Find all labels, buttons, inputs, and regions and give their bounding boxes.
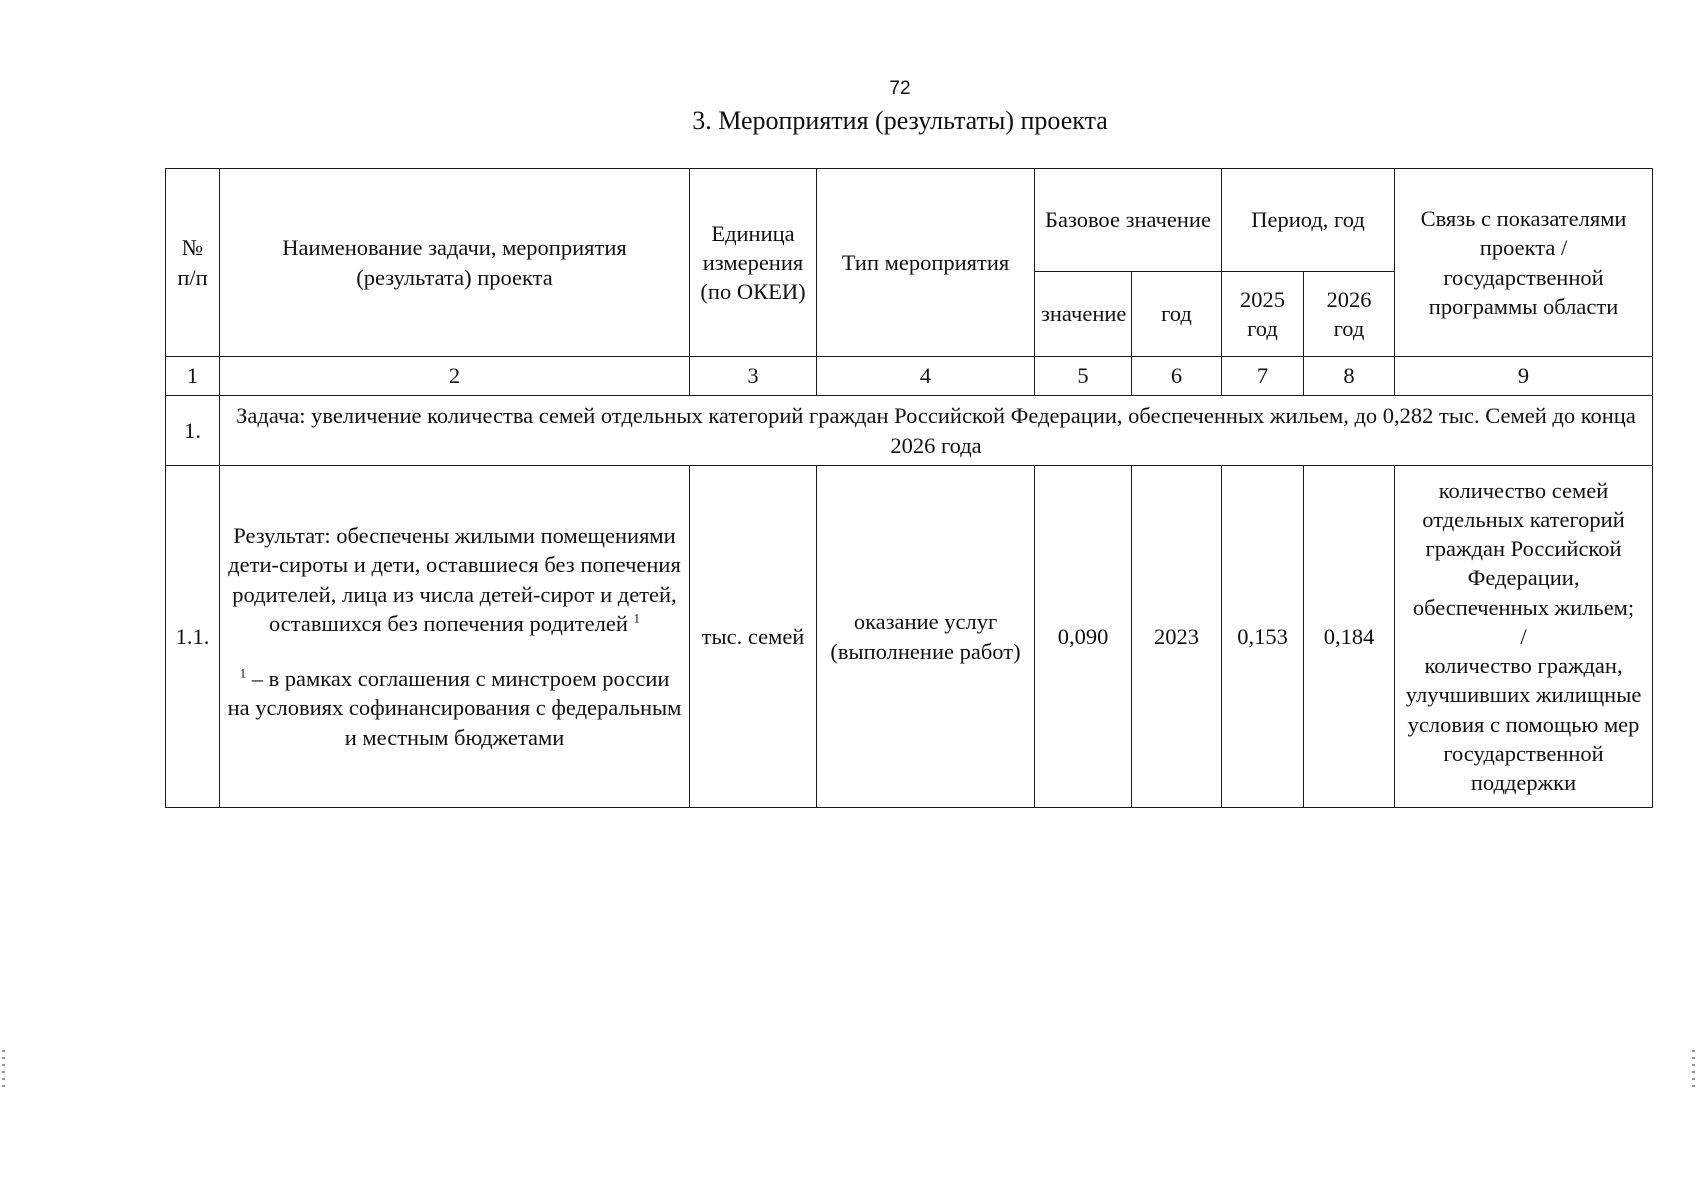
header-col-link: Связь с показателями проекта / государственной программы области xyxy=(1395,169,1653,357)
header-sub-value: значение xyxy=(1035,272,1132,357)
result-name: Результат: обеспечены жилыми помещениями дети-сироты и дети, оставшиеся без попечения родителей, лица из числа детей-сирот и детей, оставшихся без попечения родителей xyxy=(228,523,681,636)
result-type: оказание услуг (выполнение работ) xyxy=(817,466,1035,808)
result-base-year: 2023 xyxy=(1132,466,1222,808)
column-number: 9 xyxy=(1395,357,1653,396)
footnote-marker-ref: 1 xyxy=(239,665,247,681)
footnote-text: – в рамках соглашения с минстроем россии на условиях софинансирования с федеральным и местным бюджетами xyxy=(227,666,682,750)
header-group-period: Период, год xyxy=(1222,169,1395,272)
scan-edge-mark-right xyxy=(1692,1050,1695,1090)
result-link-separator: / xyxy=(1520,623,1527,649)
column-number: 4 xyxy=(817,357,1035,396)
header-sub-2025: 2025 год xyxy=(1222,272,1304,357)
header-group-base: Базовое значение xyxy=(1035,169,1222,272)
result-value-2025: 0,153 xyxy=(1222,466,1304,808)
header-sub-year: год xyxy=(1132,272,1222,357)
task-text: Задача: увеличение количества семей отдельных категорий граждан Российской Федерации, обеспеченных жильем, до 0,282 тыс. Семей до конца 2026 года xyxy=(220,396,1653,466)
result-link-part2: количество граждан, улучшивших жилищные условия с помощью мер государственной поддержки xyxy=(1405,653,1642,796)
page-number: 72 xyxy=(889,78,911,99)
column-number: 2 xyxy=(220,357,690,396)
column-number: 6 xyxy=(1132,357,1222,396)
task-number: 1. xyxy=(166,396,220,466)
scan-edge-mark-left xyxy=(2,1050,5,1090)
header-sub-2026: 2026 год xyxy=(1304,272,1395,357)
result-link-cell xyxy=(1395,466,1653,808)
column-number: 7 xyxy=(1222,357,1304,396)
result-base-value: 0,090 xyxy=(1035,466,1132,808)
header-row xyxy=(166,169,1653,272)
result-number: 1.1. xyxy=(166,466,220,808)
section-title: 3. Мероприятия (результаты) проекта xyxy=(692,106,1108,135)
column-number: 5 xyxy=(1035,357,1132,396)
footnote xyxy=(226,664,683,752)
column-number-row xyxy=(166,357,1653,396)
result-row xyxy=(166,466,1653,808)
result-name-cell xyxy=(220,466,690,808)
task-row xyxy=(166,396,1653,466)
column-number: 8 xyxy=(1304,357,1395,396)
column-number: 3 xyxy=(690,357,817,396)
column-number: 1 xyxy=(166,357,220,396)
header-col-number: № п/п xyxy=(166,169,220,357)
header-col-name: Наименование задачи, мероприятия (результата) проекта xyxy=(220,169,690,357)
result-value-2026: 0,184 xyxy=(1304,466,1395,808)
footnote-marker: 1 xyxy=(633,610,641,626)
header-col-unit: Единица измерения (по ОКЕИ) xyxy=(690,169,817,357)
measures-table xyxy=(165,168,1653,808)
result-link-part1: количество семей отдельных категорий граждан Российской Федерации, обеспеченных жильем; xyxy=(1412,477,1635,620)
result-unit: тыс. семей xyxy=(690,466,817,808)
header-col-type: Тип мероприятия xyxy=(817,169,1035,357)
